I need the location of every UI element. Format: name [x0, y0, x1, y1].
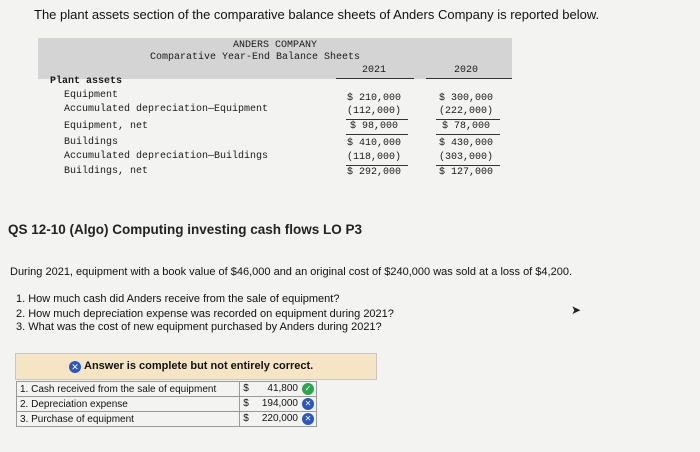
row-value-2020: $ 300,000: [438, 93, 493, 104]
question-heading: QS 12-10 (Algo) Computing investing cash flows LO P3: [8, 222, 363, 237]
row-value-2020: (303,000): [438, 152, 493, 163]
answer-label: 2. Depreciation expense: [17, 397, 240, 412]
answer-cell[interactable]: [240, 382, 317, 397]
subtotal-rule: [436, 119, 500, 120]
info-x-icon: ✕: [69, 361, 81, 373]
table-row: [17, 382, 317, 397]
divider: [336, 78, 414, 79]
answer-label: 3. Purchase of equipment: [17, 412, 240, 427]
incorrect-x-icon: ✕: [302, 398, 314, 410]
row-value-2020: $ 430,000: [438, 138, 493, 149]
answer-table: [16, 381, 317, 427]
row-value-2021: $ 292,000: [346, 167, 401, 178]
result-banner: [15, 353, 377, 380]
row-label: Accumulated depreciation—Buildings: [64, 151, 269, 162]
row-label: Buildings: [64, 137, 119, 148]
answer-input-value[interactable]: 41,800: [267, 383, 298, 394]
row-value-2020: $ 78,000: [441, 121, 490, 132]
answer-input-value[interactable]: 220,000: [261, 413, 298, 424]
correct-check-icon: ✓: [302, 383, 314, 395]
answer-input-value[interactable]: 194,000: [261, 398, 298, 409]
statement-title: Comparative Year-End Balance Sheets: [149, 52, 361, 63]
currency-symbol: $: [243, 383, 249, 394]
total-rule: [346, 134, 408, 135]
subtotal-rule: [436, 165, 500, 166]
balance-sheet-header: [38, 38, 512, 79]
subtotal-rule: [346, 119, 408, 120]
row-value-2020: (222,000): [438, 106, 493, 117]
currency-symbol: $: [243, 398, 249, 409]
row-label: Buildings, net: [64, 166, 149, 177]
answer-cell[interactable]: [240, 397, 317, 412]
row-value-2021: $ 210,000: [346, 93, 401, 104]
row-label: Equipment: [64, 90, 119, 101]
row-value-2021: $ 98,000: [349, 121, 398, 132]
row-value-2021: $ 410,000: [346, 138, 401, 149]
row-label: Accumulated depreciation—Equipment: [64, 104, 269, 115]
row-value-2021: (112,000): [346, 106, 401, 117]
balance-sheet: [38, 38, 512, 184]
year-2021-header: 2021: [361, 65, 386, 76]
result-banner-text: Answer is complete but not entirely correct.: [84, 360, 314, 372]
total-rule: [436, 134, 500, 135]
section-label: Plant assets: [50, 76, 123, 87]
divider: [426, 78, 512, 79]
row-value-2021: (118,000): [346, 152, 401, 163]
question-paragraph: During 2021, equipment with a book value of $46,000 and an original cost of $240,000 was sold at a loss of $4,200.: [10, 266, 572, 278]
mouse-cursor-icon: ➤: [571, 303, 582, 317]
row-label: Equipment, net: [64, 121, 149, 132]
question-1: 1. How much cash did Anders receive from the sale of equipment?: [16, 293, 340, 305]
question-3: 3. What was the cost of new equipment purchased by Anders during 2021?: [16, 321, 382, 333]
table-row: [17, 412, 317, 427]
intro-text: The plant assets section of the comparative balance sheets of Anders Company is reported below.: [34, 7, 600, 22]
answer-cell[interactable]: [240, 412, 317, 427]
currency-symbol: $: [243, 413, 249, 424]
subtotal-rule: [346, 165, 408, 166]
question-2: 2. How much depreciation expense was recorded on equipment during 2021?: [16, 308, 394, 320]
table-row: [17, 397, 317, 412]
row-value-2020: $ 127,000: [438, 167, 493, 178]
company-name: ANDERS COMPANY: [232, 40, 317, 51]
answer-label: 1. Cash received from the sale of equipment: [17, 382, 240, 397]
year-2020-header: 2020: [453, 65, 478, 76]
incorrect-x-icon: ✕: [302, 413, 314, 425]
